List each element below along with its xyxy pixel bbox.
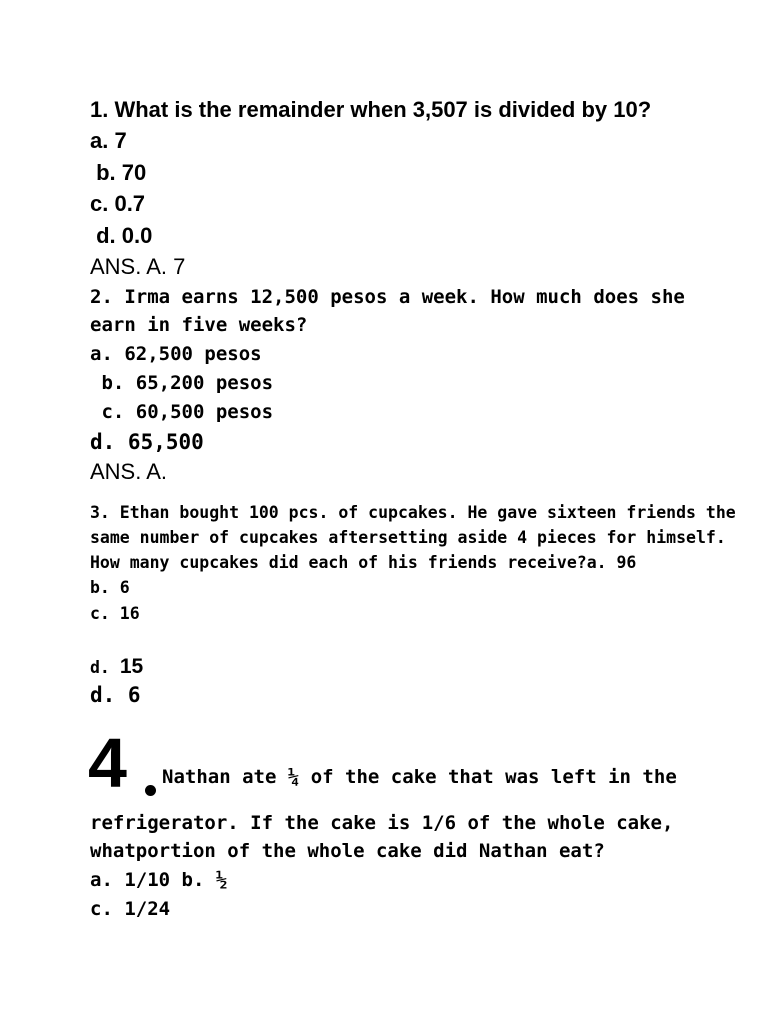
- question-1-option-d: d. 0.0: [90, 223, 153, 248]
- question-4-number: 4: [88, 724, 127, 802]
- question-3-text-line-2: same number of cupcakes aftersetting aside 4 pieces for himself.: [90, 528, 726, 547]
- question-3-option-b: b. 6: [90, 578, 130, 597]
- question-1-option-b: b. 70: [90, 160, 147, 185]
- question-1-answer: ANS. A. 7: [90, 254, 186, 279]
- question-3-option-d-second: d. 6: [90, 683, 141, 707]
- question-3-option-d-prefix: d.: [90, 658, 110, 677]
- question-4-text-line-3: whatportion of the whole cake did Nathan eat?: [90, 840, 605, 862]
- question-4-options-a-b: a. 1/10 b. ½: [90, 869, 228, 891]
- question-2-option-d: d. 65,500: [90, 430, 204, 454]
- question-2-text-line-1: 2. Irma earns 12,500 pesos a week. How much does she: [90, 286, 685, 308]
- question-2-answer: ANS. A.: [90, 459, 168, 484]
- question-2-option-a: a. 62,500 pesos: [90, 343, 262, 365]
- question-3-text-line-1: 3. Ethan bought 100 pcs. of cupcakes. He gave sixteen friends the: [90, 503, 736, 522]
- question-3-option-c: c. 16: [90, 604, 140, 623]
- question-1-text: 1. What is the remainder when 3,507 is divided by 10?: [90, 97, 652, 122]
- question-2-option-b: b. 65,200 pesos: [90, 372, 274, 394]
- question-2-option-c: c. 60,500 pesos: [90, 401, 274, 423]
- question-1-option-a: a. 7: [90, 128, 127, 153]
- question-4-option-c: c. 1/24: [90, 898, 171, 920]
- question-4-text-line-2: refrigerator. If the cake is 1/6 of the whole cake,: [90, 812, 674, 834]
- question-1-option-c: c. 0.7: [90, 191, 146, 216]
- question-3-text-line-3: How many cupcakes did each of his friends receive?a. 96: [90, 553, 637, 572]
- question-4-text-line-1: Nathan ate ¼ of the cake that was left in the: [162, 766, 677, 788]
- question-3-option-d-value: 15: [119, 655, 144, 678]
- question-2-text-line-2: earn in five weeks?: [90, 314, 308, 336]
- question-4-number-dot: [145, 785, 156, 796]
- question-3-option-d-first: [90, 656, 143, 677]
